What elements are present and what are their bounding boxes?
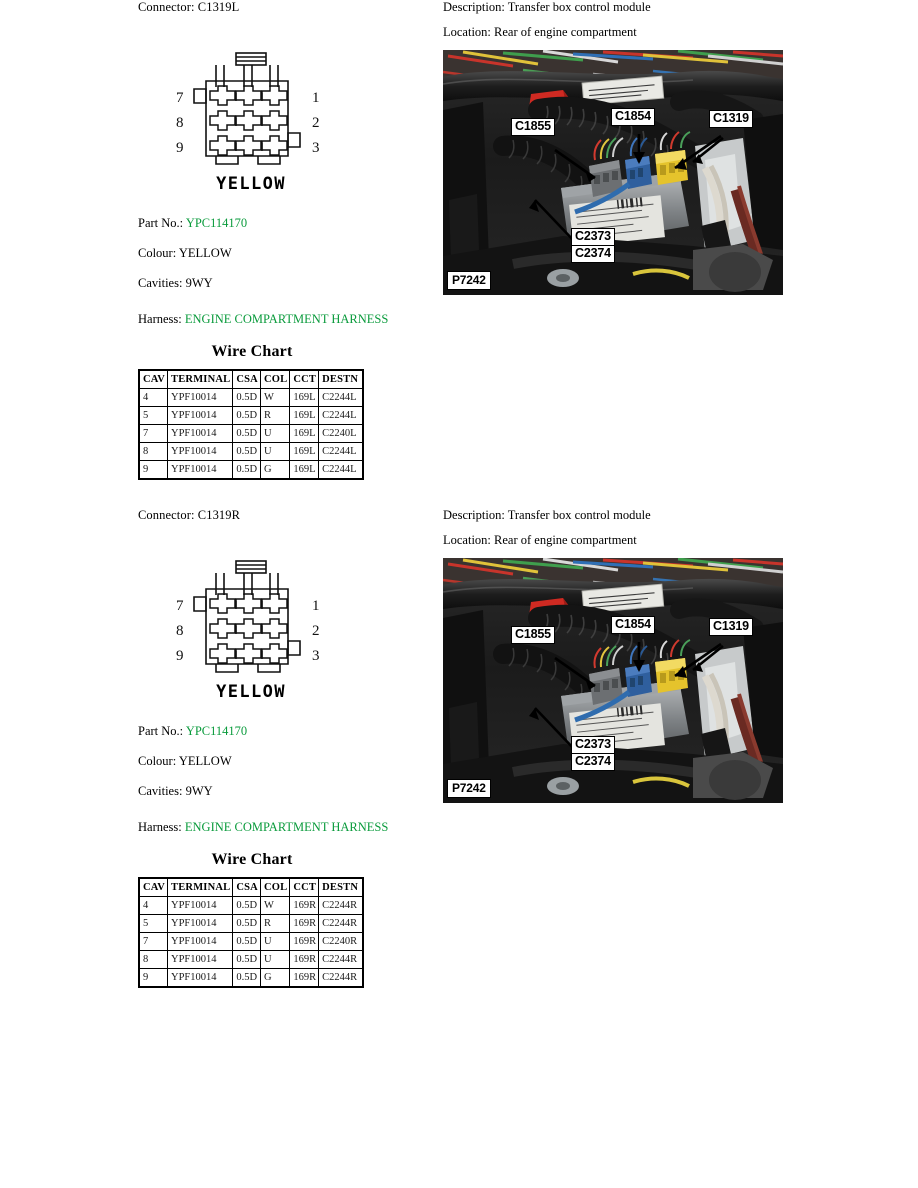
photo-callout-c2373: C2373 [571,736,615,754]
pin-number-9: 9 [176,140,184,156]
pin-number-1: 1 [312,90,320,106]
cell-destn: C2244L [319,461,363,480]
column-header-cav: CAV [139,878,168,897]
table-header-row [139,878,363,897]
column-header-cct: CCT [290,370,319,389]
connector-right-column [443,0,788,295]
spec-cavities [138,784,428,799]
colour-label: Colour: [138,246,177,260]
cell-col: W [260,897,289,915]
connector-id: C1319L [197,0,240,14]
pin-number-8: 8 [176,623,184,639]
cell-terminal: YPF10014 [168,425,233,443]
cell-cav: 8 [139,951,168,969]
table-row [139,951,363,969]
pin-number-3: 3 [312,140,320,156]
cell-cav: 5 [139,407,168,425]
table-row [139,389,363,407]
pin-number-8: 8 [176,115,184,131]
location-value: Rear of engine compartment [494,25,637,39]
cell-csa: 0.5D [233,389,261,407]
cell-cct: 169R [290,933,319,951]
photo-callout-c2374: C2374 [571,245,615,263]
cell-terminal: YPF10014 [168,969,233,988]
description-line [443,0,788,15]
cell-col: R [260,407,289,425]
cell-terminal: YPF10014 [168,897,233,915]
cell-col: U [260,933,289,951]
harness-label: Harness: [138,820,182,834]
photo-callout-c1854: C1854 [611,616,655,634]
cell-col: G [260,969,289,988]
cell-col: W [260,389,289,407]
table-row [139,443,363,461]
cell-terminal: YPF10014 [168,443,233,461]
photo-callout-c1319: C1319 [709,618,753,636]
cell-cct: 169L [290,425,319,443]
table-header-row [139,370,363,389]
wire-chart-title: Wire Chart [211,851,293,868]
description-label: Description: [443,0,505,14]
cell-cct: 169L [290,407,319,425]
pinout-colour-label: YELLOW [216,174,286,194]
cell-destn: C2244L [319,443,363,461]
cell-cct: 169R [290,969,319,988]
column-header-cav: CAV [139,370,168,389]
photo-callout-c2373: C2373 [571,228,615,246]
table-row [139,915,363,933]
cell-cav: 8 [139,443,168,461]
description-value: Transfer box control module [507,0,651,14]
connector-title [138,508,428,523]
cell-cct: 169R [290,951,319,969]
cell-terminal: YPF10014 [168,461,233,480]
cell-destn: C2240L [319,425,363,443]
cell-csa: 0.5D [233,969,261,988]
table-row [139,461,363,480]
cell-cct: 169L [290,443,319,461]
column-header-terminal: TERMINAL [168,370,233,389]
pinout-svg [166,559,336,684]
cell-col: R [260,915,289,933]
connector-specs [138,216,428,327]
cell-destn: C2244L [319,389,363,407]
location-line [443,533,788,548]
cavities-value: 9WY [185,784,213,798]
cell-csa: 0.5D [233,425,261,443]
cavities-label: Cavities: [138,276,183,290]
pin-number-2: 2 [312,623,320,639]
column-header-csa: CSA [233,370,261,389]
column-header-cct: CCT [290,878,319,897]
connector-pinout-diagram [166,51,336,176]
photo-callout-c1319: C1319 [709,110,753,128]
component-location-photo [443,50,783,295]
location-value: Rear of engine compartment [494,533,637,547]
cell-destn: C2244R [319,897,363,915]
cell-destn: C2244R [319,951,363,969]
connector-pinout-diagram [166,559,336,684]
location-label: Location: [443,25,491,39]
cell-destn: C2244L [319,407,363,425]
cell-cav: 4 [139,897,168,915]
colour-value: YELLOW [178,246,232,260]
cell-cct: 169L [290,389,319,407]
cell-csa: 0.5D [233,933,261,951]
cell-csa: 0.5D [233,897,261,915]
wire-chart-table [138,369,364,480]
photo-id-label: P7242 [447,779,491,798]
wire-chart-title: Wire Chart [211,343,293,360]
table-row [139,969,363,988]
spec-part-no [138,216,428,231]
cell-cav: 5 [139,915,168,933]
connector-label: Connector: [138,0,195,14]
cell-csa: 0.5D [233,443,261,461]
component-location-photo [443,558,783,803]
cell-cav: 7 [139,933,168,951]
pin-number-7: 7 [176,598,184,614]
cell-destn: C2244R [319,969,363,988]
connector-id: C1319R [197,508,241,522]
cell-col: G [260,461,289,480]
photo-callout-c2374: C2374 [571,753,615,771]
table-row [139,425,363,443]
cell-col: U [260,425,289,443]
description-line [443,508,788,523]
pin-number-9: 9 [176,648,184,664]
colour-value: YELLOW [178,754,232,768]
connector-title [138,0,428,15]
cell-cav: 9 [139,969,168,988]
cavities-value: 9WY [185,276,213,290]
table-row [139,933,363,951]
cell-csa: 0.5D [233,407,261,425]
spec-part-no [138,724,428,739]
cell-terminal: YPF10014 [168,933,233,951]
cell-cav: 4 [139,389,168,407]
connector-specs [138,724,428,835]
photo-id-label: P7242 [447,271,491,290]
table-row [139,897,363,915]
cell-terminal: YPF10014 [168,951,233,969]
part-no-value: YPC114170 [185,724,248,738]
connector-left-column [138,0,428,480]
spec-harness [138,820,428,835]
column-header-col: COL [260,370,289,389]
cell-csa: 0.5D [233,951,261,969]
cell-col: U [260,951,289,969]
column-header-col: COL [260,878,289,897]
table-row [139,407,363,425]
cell-csa: 0.5D [233,461,261,480]
cell-cav: 9 [139,461,168,480]
cell-destn: C2244R [319,915,363,933]
photo-callout-c1855: C1855 [511,626,555,644]
part-no-label: Part No.: [138,216,184,230]
cell-terminal: YPF10014 [168,407,233,425]
harness-value: ENGINE COMPARTMENT HARNESS [184,820,389,834]
part-no-value: YPC114170 [185,216,248,230]
pin-number-7: 7 [176,90,184,106]
photo-callout-c1854: C1854 [611,108,655,126]
pinout-colour-label: YELLOW [216,682,286,702]
cell-cct: 169L [290,461,319,480]
cell-cct: 169R [290,915,319,933]
cell-cct: 169R [290,897,319,915]
cell-terminal: YPF10014 [168,389,233,407]
column-header-destn: DESTN [319,878,363,897]
cell-col: U [260,443,289,461]
colour-label: Colour: [138,754,177,768]
harness-label: Harness: [138,312,182,326]
wire-chart-table [138,877,364,988]
spec-colour [138,754,428,769]
harness-value: ENGINE COMPARTMENT HARNESS [184,312,389,326]
description-value: Transfer box control module [507,508,651,522]
description-label: Description: [443,508,505,522]
column-header-destn: DESTN [319,370,363,389]
location-label: Location: [443,533,491,547]
part-no-label: Part No.: [138,724,184,738]
column-header-csa: CSA [233,878,261,897]
cell-terminal: YPF10014 [168,915,233,933]
spec-cavities [138,276,428,291]
connector-right-column [443,508,788,803]
pin-number-1: 1 [312,598,320,614]
photo-callout-c1855: C1855 [511,118,555,136]
spec-colour [138,246,428,261]
pinout-svg [166,51,336,176]
cell-destn: C2240R [319,933,363,951]
cell-cav: 7 [139,425,168,443]
pin-number-3: 3 [312,648,320,664]
column-header-terminal: TERMINAL [168,878,233,897]
cell-csa: 0.5D [233,915,261,933]
pin-number-2: 2 [312,115,320,131]
connector-label: Connector: [138,508,195,522]
location-line [443,25,788,40]
connector-left-column [138,508,428,988]
cavities-label: Cavities: [138,784,183,798]
spec-harness [138,312,428,327]
